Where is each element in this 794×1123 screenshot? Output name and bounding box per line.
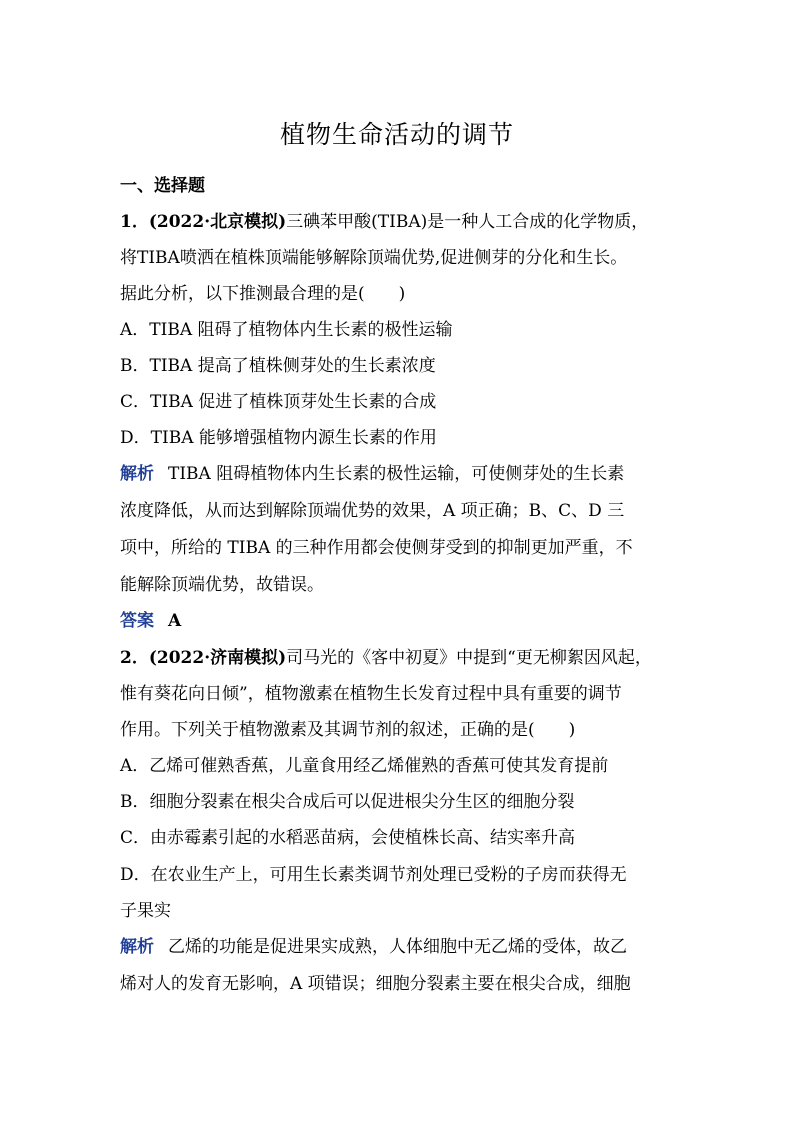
question-number: 1．: [120, 212, 149, 232]
option-c: [120, 826, 680, 850]
question-1-line-1: [120, 210, 680, 234]
analysis-1-line-4: 能解除顶端优势，故错误。: [120, 575, 324, 595]
question-source: (2022·北京模拟): [148, 212, 287, 232]
question-source: (2022·济南模拟): [148, 648, 287, 668]
analysis-tag: 解析: [120, 464, 154, 484]
option-b: [120, 354, 680, 378]
answer-1: [120, 609, 680, 633]
option-a: [120, 318, 680, 342]
option-label: B．: [120, 792, 150, 812]
option-b: [120, 790, 680, 814]
option-c: [120, 390, 680, 414]
analysis-2-line-1: [120, 935, 680, 959]
option-text: 由赤霉素引起的水稻恶苗病，会使植株长高、结实率升高: [150, 828, 576, 848]
option-a: [120, 754, 680, 778]
option-label: D．: [120, 865, 151, 885]
page-title: 植物生命活动的调节: [279, 120, 514, 149]
analysis-1-line-3: 项中，所给的 TIBA 的三种作用都会使侧芽受到的抑制更加严重，不: [120, 538, 633, 558]
option-d-line-2: 子果实: [120, 901, 171, 921]
question-stem: 三碘苯甲酸(TIBA)是一种人工合成的化学物质，: [286, 212, 649, 232]
question-1-line-2: 将TIBA喷洒在植株顶端能够解除顶端优势,促进侧芽的分化和生长。: [120, 248, 628, 268]
option-label: D．: [120, 428, 151, 448]
option-label: A．: [120, 756, 150, 776]
option-d: [120, 863, 680, 887]
option-d: [120, 426, 680, 450]
question-1-line-3: 据此分析，以下推测最合理的是( ): [120, 284, 406, 304]
option-text: TIBA 促进了植株顶芽处生长素的合成: [150, 392, 437, 412]
analysis-2-line-2: 烯对人的发育无影响，A 项错误；细胞分裂素主要在根尖合成，细胞: [120, 974, 631, 994]
analysis-text: TIBA 阻碍植物体内生长素的极性运输，可使侧芽处的生长素: [168, 464, 625, 484]
option-text: 在农业生产上，可用生长素类调节剂处理已受粉的子房而获得无: [150, 865, 627, 885]
option-text: TIBA 提高了植株侧芽处的生长素浓度: [149, 356, 436, 376]
analysis-tag: 解析: [120, 937, 154, 957]
option-text: 细胞分裂素在根尖合成后可以促进根尖分生区的细胞分裂: [149, 792, 575, 812]
question-2-line-3: 作用。下列关于植物激素及其调节剂的叙述，正确的是( ): [120, 720, 576, 740]
analysis-1-line-1: [120, 462, 680, 486]
option-text: 乙烯可催熟香蕉，儿童食用经乙烯催熟的香蕉可使其发育提前: [149, 756, 609, 776]
option-label: C．: [120, 392, 151, 412]
section-heading: 一、选择题: [120, 176, 205, 196]
answer-value: A: [168, 611, 182, 631]
option-label: C．: [120, 828, 151, 848]
analysis-1-line-2: 浓度降低，从而达到解除顶端优势的效果，A 项正确；B、C、D 三: [120, 501, 625, 521]
question-2-line-1: [120, 646, 680, 670]
option-text: TIBA 阻碍了植物体内生长素的极性运输: [149, 320, 453, 340]
question-2-line-2: 惟有葵花向日倾”，植物激素在植物生长发育过程中具有重要的调节: [120, 684, 622, 704]
option-label: B．: [120, 356, 150, 376]
answer-tag: 答案: [120, 611, 154, 631]
option-text: TIBA 能够增强植物内源生长素的作用: [150, 428, 437, 448]
analysis-text: 乙烯的功能是促进果实成熟，人体细胞中无乙烯的受体，故乙: [168, 937, 627, 957]
question-number: 2．: [120, 648, 149, 668]
question-stem: 司马光的《客中初夏》中提到“更无柳絮因风起，: [286, 648, 652, 668]
option-label: A．: [120, 320, 150, 340]
